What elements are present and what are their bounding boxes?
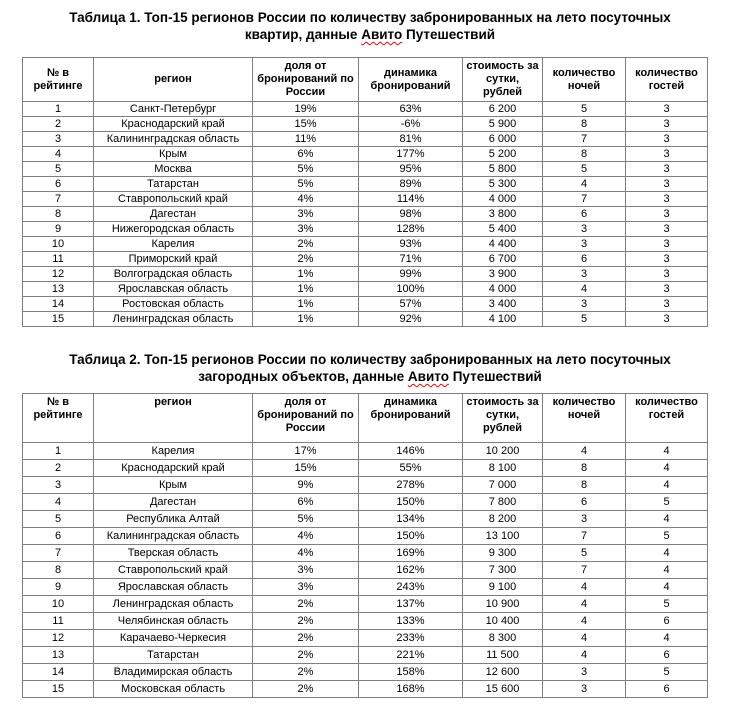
table-cell: 7 800 [463, 494, 543, 511]
table-cell: Владимирская область [94, 664, 253, 681]
table-cell: 9 300 [463, 545, 543, 562]
table-row [23, 117, 708, 132]
table-cell: 11 500 [463, 647, 543, 664]
table-cell: 63% [359, 102, 463, 117]
table-cell: 4 [626, 630, 708, 647]
table-cell: 15% [253, 117, 359, 132]
table-cell: 6 [543, 252, 626, 267]
table2-title [0, 351, 740, 385]
table-cell: 4 [543, 596, 626, 613]
table-cell: 2 [23, 460, 94, 477]
table-cell: 3 [626, 252, 708, 267]
table-cell: 4 [626, 511, 708, 528]
table-cell: 7 [23, 192, 94, 207]
table-row [23, 596, 708, 613]
table1-title-line1: Таблица 1. Топ-15 регионов России по количеству забронированных на лето посуточных [69, 10, 671, 25]
table-cell: 4 [543, 630, 626, 647]
table-cell: 7 300 [463, 562, 543, 579]
table-cell: 11 [23, 252, 94, 267]
table-cell: 5% [253, 177, 359, 192]
table-cell: 3 [626, 207, 708, 222]
table-cell: 3 [543, 681, 626, 698]
table-cell: 4 000 [463, 192, 543, 207]
table-row [23, 579, 708, 596]
table-cell: 6 200 [463, 102, 543, 117]
table-cell: 162% [359, 562, 463, 579]
table-cell: 233% [359, 630, 463, 647]
table-cell: 12 600 [463, 664, 543, 681]
table-cell: Калининградская область [94, 132, 253, 147]
table-cell: 3 [543, 237, 626, 252]
table-cell: 3 [626, 177, 708, 192]
table-cell: 8 [543, 477, 626, 494]
table-cell: 4 [543, 579, 626, 596]
table-cell: 3 900 [463, 267, 543, 282]
table-cell: 3 [626, 192, 708, 207]
table-cell: 1% [253, 282, 359, 297]
table-cell: 5 [23, 511, 94, 528]
table-cell: Нижегородская область [94, 222, 253, 237]
table-cell: Ленинградская область [94, 596, 253, 613]
table-cell: Ярославская область [94, 282, 253, 297]
table-cell: 11% [253, 132, 359, 147]
table-cell: 4 [626, 460, 708, 477]
column-header: доля от бронирований по России [253, 58, 359, 102]
table-cell: 98% [359, 207, 463, 222]
table-cell: 92% [359, 312, 463, 327]
table2-title-line2-post: Путешествий [448, 369, 542, 384]
table-cell: 11 [23, 613, 94, 630]
table-cell: 8 200 [463, 511, 543, 528]
table-cell: 5% [253, 162, 359, 177]
table1-body [23, 102, 708, 327]
table-row [23, 681, 708, 698]
table2-body [23, 443, 708, 698]
table-cell: 17% [253, 443, 359, 460]
table-cell: 4 [543, 613, 626, 630]
table-cell: Карелия [94, 237, 253, 252]
table-cell: 5 [543, 102, 626, 117]
table-cell: 19% [253, 102, 359, 117]
table-cell: 8 [23, 562, 94, 579]
table-cell: 13 100 [463, 528, 543, 545]
table-row [23, 460, 708, 477]
table1-title-line2-pre: квартир, данные [244, 27, 362, 42]
table-cell: Челябинская область [94, 613, 253, 630]
table-cell: 5 400 [463, 222, 543, 237]
column-header: № в рейтинге [23, 58, 94, 102]
table-cell: 5 [543, 162, 626, 177]
table-cell: 7 [543, 562, 626, 579]
table-cell: 3 800 [463, 207, 543, 222]
table-row [23, 282, 708, 297]
table-cell: 4 [626, 545, 708, 562]
table-cell: 71% [359, 252, 463, 267]
table-row [23, 147, 708, 162]
apartments-ranking-table [22, 57, 708, 327]
table-cell: 158% [359, 664, 463, 681]
table2-title-line1: Таблица 2. Топ-15 регионов России по количеству забронированных на лето посуточных [69, 352, 671, 367]
table-row [23, 162, 708, 177]
table-row [23, 562, 708, 579]
table-cell: Волгоградская область [94, 267, 253, 282]
table-cell: 134% [359, 511, 463, 528]
table-cell: 5 900 [463, 117, 543, 132]
table-cell: 100% [359, 282, 463, 297]
table2-brand-avito: Авито [407, 369, 449, 384]
table-row [23, 102, 708, 117]
table-cell: 5 [626, 596, 708, 613]
table-cell: 3% [253, 207, 359, 222]
table-cell: 5 [626, 664, 708, 681]
table-cell: 3 [626, 297, 708, 312]
table-cell: 169% [359, 545, 463, 562]
table-row [23, 237, 708, 252]
table-cell: 4% [253, 528, 359, 545]
table-cell: 278% [359, 477, 463, 494]
table-cell: 3 [626, 102, 708, 117]
table-row [23, 222, 708, 237]
table-cell: 4 [626, 477, 708, 494]
table-cell: 177% [359, 147, 463, 162]
table-cell: 5 [543, 312, 626, 327]
column-header: регион [94, 394, 253, 443]
table-cell: 95% [359, 162, 463, 177]
table1-header-row [23, 58, 708, 102]
table-cell: Краснодарский край [94, 117, 253, 132]
table-cell: 3% [253, 579, 359, 596]
table-cell: Ярославская область [94, 579, 253, 596]
table-cell: 3 [543, 511, 626, 528]
table-cell: Краснодарский край [94, 460, 253, 477]
table-cell: -6% [359, 117, 463, 132]
table-row [23, 511, 708, 528]
table-cell: 4 [626, 562, 708, 579]
table-cell: 6 700 [463, 252, 543, 267]
table-cell: 3 [626, 162, 708, 177]
column-header: количество гостей [626, 394, 708, 443]
table-cell: 7 [23, 545, 94, 562]
table-row [23, 494, 708, 511]
table-cell: 150% [359, 528, 463, 545]
table-cell: Санкт-Петербург [94, 102, 253, 117]
table-cell: 14 [23, 297, 94, 312]
table-cell: 2% [253, 630, 359, 647]
table-cell: 10 [23, 237, 94, 252]
table-cell: Московская область [94, 681, 253, 698]
table-cell: 4 [543, 282, 626, 297]
column-header: количество ночей [543, 394, 626, 443]
table-cell: 5 300 [463, 177, 543, 192]
table-cell: 6 000 [463, 132, 543, 147]
table-cell: 10 200 [463, 443, 543, 460]
table-cell: 4 400 [463, 237, 543, 252]
table-cell: 15% [253, 460, 359, 477]
table-row [23, 545, 708, 562]
table-cell: 10 [23, 596, 94, 613]
table-cell: 7 [543, 192, 626, 207]
table-cell: 9 100 [463, 579, 543, 596]
table-cell: 12 [23, 267, 94, 282]
column-header: № в рейтинге [23, 394, 94, 443]
table-cell: 133% [359, 613, 463, 630]
table-cell: Ставропольский край [94, 192, 253, 207]
table-cell: 1% [253, 297, 359, 312]
table-cell: 7 000 [463, 477, 543, 494]
table-cell: 2% [253, 237, 359, 252]
column-header: регион [94, 58, 253, 102]
table-cell: 2% [253, 647, 359, 664]
column-header: доля от бронирований по России [253, 394, 359, 443]
table-cell: 93% [359, 237, 463, 252]
table1-title-line2-post: Путешествий [402, 27, 496, 42]
table-cell: 13 [23, 647, 94, 664]
column-header: стоимость за сутки, рублей [463, 394, 543, 443]
table-cell: 10 900 [463, 596, 543, 613]
table-cell: 15 [23, 681, 94, 698]
table-row [23, 613, 708, 630]
table-row [23, 443, 708, 460]
table-cell: 1 [23, 102, 94, 117]
table-cell: 3 400 [463, 297, 543, 312]
table-cell: 6 [626, 613, 708, 630]
table-cell: Калининградская область [94, 528, 253, 545]
column-header: количество гостей [626, 58, 708, 102]
table-cell: 5 [23, 162, 94, 177]
table-cell: 9 [23, 222, 94, 237]
table-cell: 81% [359, 132, 463, 147]
table-cell: 6% [253, 147, 359, 162]
table1-brand-avito: Авито [361, 27, 403, 42]
table-cell: 8 [543, 147, 626, 162]
table-row [23, 267, 708, 282]
table-cell: 8 [543, 460, 626, 477]
table-cell: 2% [253, 613, 359, 630]
table-cell: 3 [543, 297, 626, 312]
table-cell: 5 [626, 528, 708, 545]
table-cell: 3 [626, 132, 708, 147]
column-header: количество ночей [543, 58, 626, 102]
table-cell: 3 [543, 267, 626, 282]
table-cell: 4 [23, 494, 94, 511]
table-row [23, 630, 708, 647]
table-cell: 2% [253, 681, 359, 698]
table-cell: 6 [543, 207, 626, 222]
table-cell: 150% [359, 494, 463, 511]
table-cell: Крым [94, 147, 253, 162]
table-cell: 6 [543, 494, 626, 511]
table-cell: 8 300 [463, 630, 543, 647]
table-cell: 5 200 [463, 147, 543, 162]
table-cell: 99% [359, 267, 463, 282]
table-row [23, 312, 708, 327]
table-cell: 3 [23, 132, 94, 147]
table-cell: Москва [94, 162, 253, 177]
table-cell: 114% [359, 192, 463, 207]
table-cell: Ленинградская область [94, 312, 253, 327]
table-row [23, 477, 708, 494]
table-row [23, 252, 708, 267]
table-cell: 2% [253, 596, 359, 613]
table-cell: 6 [23, 528, 94, 545]
table-cell: 15 [23, 312, 94, 327]
table-cell: Тверская область [94, 545, 253, 562]
table-cell: 13 [23, 282, 94, 297]
column-header: динамика бронирований [359, 394, 463, 443]
table-cell: 1 [23, 443, 94, 460]
table-cell: 4 [23, 147, 94, 162]
table-cell: 10 400 [463, 613, 543, 630]
table-row [23, 132, 708, 147]
table-cell: Республика Алтай [94, 511, 253, 528]
table-cell: Татарстан [94, 177, 253, 192]
table-cell: 14 [23, 664, 94, 681]
table-cell: 3 [23, 477, 94, 494]
table-cell: Карачаево-Черкесия [94, 630, 253, 647]
table-cell: Дагестан [94, 494, 253, 511]
table-cell: 6 [23, 177, 94, 192]
table-cell: 4 [626, 443, 708, 460]
table-cell: 243% [359, 579, 463, 596]
table-cell: 3 [543, 222, 626, 237]
table-row [23, 297, 708, 312]
table-cell: 3 [626, 237, 708, 252]
table-cell: Татарстан [94, 647, 253, 664]
table-row [23, 647, 708, 664]
table-cell: 3 [543, 664, 626, 681]
table-row [23, 177, 708, 192]
table-cell: 6 [626, 681, 708, 698]
table-cell: 3 [626, 222, 708, 237]
table2-title-line2 [198, 369, 542, 384]
table-row [23, 207, 708, 222]
table-cell: 8 [23, 207, 94, 222]
table-cell: 6 [626, 647, 708, 664]
table-cell: 5 800 [463, 162, 543, 177]
table-cell: 168% [359, 681, 463, 698]
table-row [23, 664, 708, 681]
table-cell: 2 [23, 117, 94, 132]
table-cell: 7 [543, 528, 626, 545]
table-cell: 3 [626, 267, 708, 282]
table-cell: 9 [23, 579, 94, 596]
table-cell: Ставропольский край [94, 562, 253, 579]
table-cell: 4 [543, 647, 626, 664]
table-cell: Карелия [94, 443, 253, 460]
table-cell: 3 [626, 117, 708, 132]
table-cell: 128% [359, 222, 463, 237]
table-cell: 55% [359, 460, 463, 477]
table-cell: 2% [253, 252, 359, 267]
table-row [23, 528, 708, 545]
table-cell: 8 100 [463, 460, 543, 477]
table-cell: 3 [626, 282, 708, 297]
table-cell: 1% [253, 312, 359, 327]
table-cell: 3 [626, 312, 708, 327]
table-cell: 1% [253, 267, 359, 282]
table-cell: 89% [359, 177, 463, 192]
country-objects-ranking-table [22, 393, 708, 698]
table-cell: 4% [253, 545, 359, 562]
table-cell: 9% [253, 477, 359, 494]
table-cell: 8 [543, 117, 626, 132]
table1-title [0, 9, 740, 43]
table-cell: 57% [359, 297, 463, 312]
table-cell: 4 [626, 579, 708, 596]
table-row [23, 192, 708, 207]
table-cell: 5% [253, 511, 359, 528]
table-cell: 4% [253, 192, 359, 207]
table1-title-line2 [245, 27, 495, 42]
table-cell: 2% [253, 664, 359, 681]
table-cell: Приморский край [94, 252, 253, 267]
table-cell: 221% [359, 647, 463, 664]
table-cell: 5 [626, 494, 708, 511]
table-cell: 4 000 [463, 282, 543, 297]
table2-header-row [23, 394, 708, 443]
column-header: динамика бронирований [359, 58, 463, 102]
table-cell: 7 [543, 132, 626, 147]
table-cell: 15 600 [463, 681, 543, 698]
table-cell: 4 [543, 443, 626, 460]
table-cell: 5 [543, 545, 626, 562]
table-cell: Крым [94, 477, 253, 494]
table-cell: 4 [543, 177, 626, 192]
column-header: стоимость за сутки, рублей [463, 58, 543, 102]
table-cell: 3% [253, 562, 359, 579]
table-cell: 12 [23, 630, 94, 647]
table-cell: 137% [359, 596, 463, 613]
table-cell: Ростовская область [94, 297, 253, 312]
table-cell: 3 [626, 147, 708, 162]
table-cell: 6% [253, 494, 359, 511]
table2-title-line2-pre: загородных объектов, данные [198, 369, 408, 384]
table-cell: 146% [359, 443, 463, 460]
table-cell: 3% [253, 222, 359, 237]
table-cell: 4 100 [463, 312, 543, 327]
table-cell: Дагестан [94, 207, 253, 222]
